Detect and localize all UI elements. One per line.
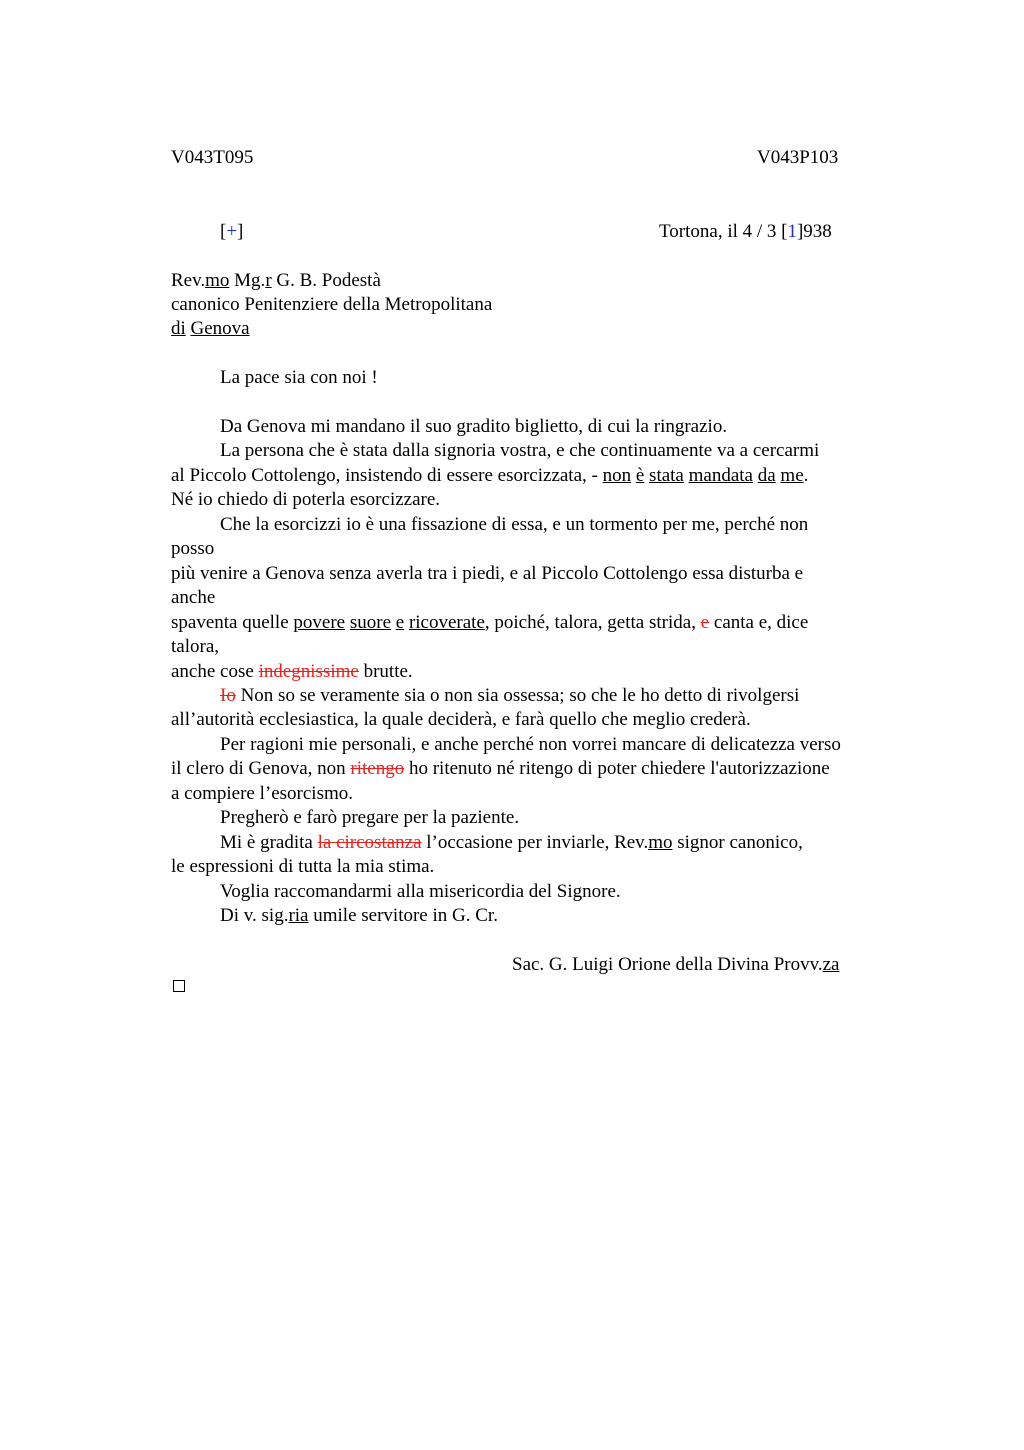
paragraph-4-line-2: all’autorità ecclesiastica, la quale deciderà, e farà quello che meglio crederà. [171,709,751,730]
archive-code-right: V043P103 [757,147,839,168]
paragraph-2-line-3: Né io chiedo di poterla esorcizzare. [171,489,441,510]
paragraph-5-line-2: il clero di Genova, non ritengo ho ritenuto né ritengo di poter chiedere l'autorizzazione [171,758,830,779]
paragraph-7-line-1: Mi è gradita la circostanza l’occasione per inviarle, Rev.mo signor canonico, [220,832,803,853]
paragraph-3-line-6: talora, [171,636,220,657]
paragraph-3-line-7: anche cose indegnissime brutte. [171,661,413,682]
signature: Sac. G. Luigi Orione della Divina Provv.za [512,954,840,975]
paragraph-3-line-5: spaventa quelle povere suore e ricoverate, poiché, talora, getta strida, e canta e, dice [171,612,809,633]
paragraph-3-line-2: posso [171,538,215,559]
recipient-line-2: canonico Penitenziere della Metropolitana [171,294,493,315]
archive-code-left: V043T095 [171,147,254,168]
paragraph-8: Voglia raccomandarmi alla misericordia del Signore. [220,881,621,902]
paragraph-2-line-2: al Piccolo Cottolengo, insistendo di essere esorcizzata, - non è stata mandata da me. [171,465,809,486]
paragraph-3-line-4: anche [171,587,216,608]
recipient-line-3: di Genova [171,318,250,339]
recipient-line-1: Rev.mo Mg.r G. B. Podestà [171,270,381,291]
paragraph-4-line-1: Io Non so se veramente sia o non sia ossessa; so che le ho detto di rivolgersi [220,685,800,706]
closing-line: Di v. sig.ria umile servitore in G. Cr. [220,905,498,926]
paragraph-5-line-1: Per ragioni mie personali, e anche perché non vorrei mancare di delicatezza verso [220,734,841,755]
end-marker-box [173,980,185,992]
paragraph-5-line-3: a compiere l’esorcismo. [171,783,354,804]
greeting: La pace sia con noi ! [220,367,378,388]
year-note-link[interactable]: 1 [787,221,797,242]
paragraph-6: Pregherò e farò pregare per la paziente. [220,807,520,828]
plus-link[interactable]: + [226,221,238,242]
plus-marker: [+] [220,221,244,242]
paragraph-3-line-3: più venire a Genova senza averla tra i piedi, e al Piccolo Cottolengo essa disturba e [171,563,804,584]
paragraph-3-line-1: Che la esorcizzi io è una fissazione di essa, e un tormento per me, perché non [220,514,809,535]
date-line: Tortona, il 4 / 3 [1]938 [659,221,832,242]
paragraph-1: Da Genova mi mandano il suo gradito biglietto, di cui la ringrazio. [220,416,728,437]
paragraph-2-line-1: La persona che è stata dalla signoria vostra, e che continuamente va a cercarmi [220,440,820,461]
paragraph-7-line-2: le espressioni di tutta la mia stima. [171,856,435,877]
